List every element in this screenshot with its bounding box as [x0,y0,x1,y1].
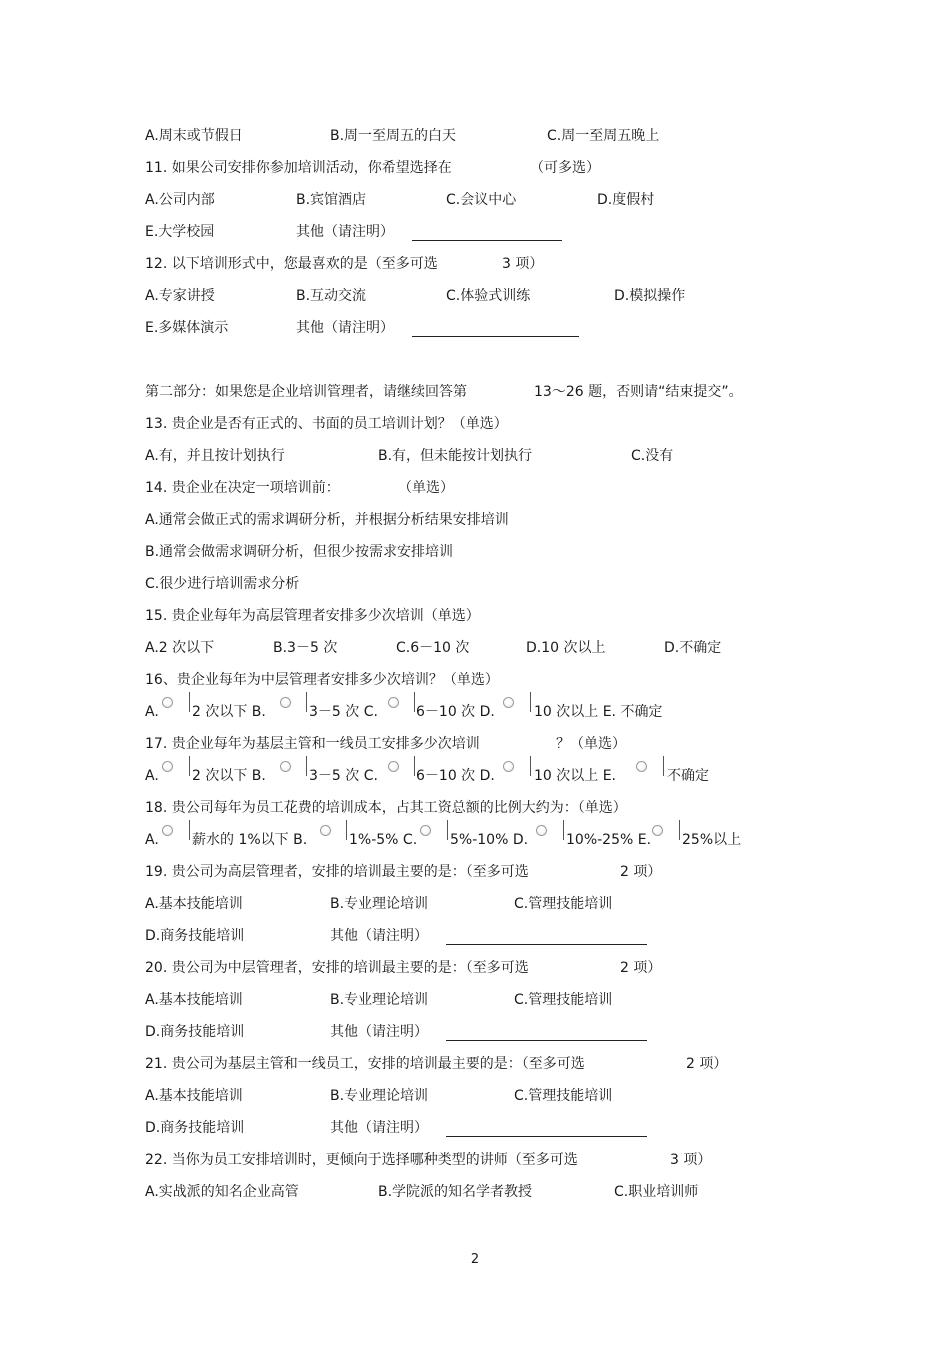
option-c: C.周一至周五晚上 [547,128,660,144]
q16-radio-c[interactable] [388,697,399,708]
q18-divider [189,820,190,840]
q17-divider [663,756,664,776]
q22-option-c: C.职业培训师 [614,1184,699,1200]
q21-option-d: D.商务技能培训 [145,1120,245,1136]
q21-option-a: A.基本技能培训 [145,1088,243,1104]
q18-radio-e[interactable] [652,825,663,836]
q20-other-blank[interactable] [446,1040,647,1041]
q18-divider [447,820,448,840]
q12-other-blank[interactable] [412,336,579,337]
q12-option-a: A.专家讲授 [145,288,215,304]
q16-divider [530,692,531,712]
q16-radio-d[interactable] [503,697,514,708]
q11-other-blank[interactable] [412,240,562,241]
q11-option-e: E.大学校园 [145,224,215,240]
q17-question: 17. 贵企业每年为基层主管和一线员工安排多少次培训 [145,736,480,752]
q18-label-d: 5%-10% D. [450,832,529,848]
q17-radio-d[interactable] [503,761,514,772]
q20-question: 20. 贵公司为中层管理者，安排的培训最主要的是：（至多可选 [145,960,529,976]
q19-question: 19. 贵公司为高层管理者，安排的培训最主要的是：（至多可选 [145,864,529,880]
q21-option-c: C.管理技能培训 [514,1088,613,1104]
q17-divider [414,756,415,776]
q17-radio-b[interactable] [280,761,291,772]
q11-option-c: C.会议中心 [446,192,517,208]
part2-heading: 第二部分：如果您是企业培训管理者，请继续回答第 [145,384,467,400]
q21-other-blank[interactable] [446,1136,647,1137]
q14-note: （单选） [398,480,454,496]
page-number: 2 [470,1252,480,1267]
q16-question: 16、贵企业每年为中层管理者安排多少次培训？（单选） [145,672,499,688]
q17-label-a: A. [145,768,159,784]
q20-note: 2 项） [620,960,662,976]
q13-option-b: B.有，但未能按计划执行 [378,448,533,464]
q21-other-label: 其他（请注明） [330,1120,428,1136]
q18-question: 18. 贵公司每年为员工花费的培训成本，占其工资总额的比例大约为：（单选） [145,800,627,816]
q17-label-d: 6－10 次 D. [416,768,495,784]
q16-radio-b[interactable] [280,697,291,708]
q17-divider [189,756,190,776]
q12-question: 12. 以下培训形式中，您最喜欢的是（至多可选 [145,256,438,272]
q18-radio-c[interactable] [420,825,431,836]
q18-radio-d[interactable] [536,825,547,836]
q18-label-b: 薪水的 1%以下 B. [192,832,308,848]
q18-label-a: A. [145,832,159,848]
part2-range: 13～26 题，否则请“结束提交”。 [534,384,743,400]
q18-divider [346,820,347,840]
q17-divider [530,756,531,776]
q16-label-e: 10 次以上 E. 不确定 [534,704,663,720]
q14-option-a: A.通常会做正式的需求调研分析，并根据分析结果安排培训 [145,512,509,528]
q14-option-b: B.通常会做需求调研分析，但很少按需求安排培训 [145,544,454,560]
q11-option-d: D.度假村 [597,192,655,208]
q18-label-f: 25%以上 [682,832,742,848]
q17-radio-a[interactable] [162,761,173,772]
q17-note: ？（单选） [556,736,626,752]
q19-note: 2 项） [620,864,662,880]
q19-option-b: B.专业理论培训 [330,896,429,912]
q15-option-a: A.2 次以下 [145,640,215,656]
q15-option-b: B.3－5 次 [273,640,338,656]
q15-question: 15. 贵企业每年为高层管理者安排多少次培训（单选） [145,608,480,624]
q20-option-a: A.基本技能培训 [145,992,243,1008]
q13-option-c: C.没有 [631,448,674,464]
q16-label-a: A. [145,704,159,720]
q17-label-b: 2 次以下 B. [192,768,266,784]
q12-option-c: C.体验式训练 [446,288,531,304]
q19-option-d: D.商务技能培训 [145,928,245,944]
q19-other-label: 其他（请注明） [330,928,428,944]
q11-question: 11. 如果公司安排你参加培训活动，你希望选择在 [145,160,452,176]
q11-note: （可多选） [530,160,600,176]
q17-radio-e[interactable] [636,761,647,772]
q17-label-unsure: 不确定 [667,768,709,784]
q18-divider [679,820,680,840]
option-b: B.周一至周五的白天 [330,128,457,144]
q20-other-label: 其他（请注明） [330,1024,428,1040]
q16-radio-a[interactable] [162,697,173,708]
q17-divider [306,756,307,776]
q16-label-c: 3－5 次 C. [309,704,378,720]
q22-option-a: A.实战派的知名企业高管 [145,1184,299,1200]
q13-option-a: A.有，并且按计划执行 [145,448,285,464]
q18-radio-a[interactable] [162,825,173,836]
q12-option-b: B.互动交流 [296,288,367,304]
q15-option-d: D.10 次以上 [526,640,606,656]
q17-label-e: 10 次以上 E. [534,768,617,784]
q18-radio-b[interactable] [320,825,331,836]
q12-option-e: E.多媒体演示 [145,320,229,336]
q20-option-c: C.管理技能培训 [514,992,613,1008]
q15-option-e: D.不确定 [664,640,722,656]
q19-option-c: C.管理技能培训 [514,896,613,912]
q19-other-blank[interactable] [446,944,647,945]
q14-option-c: C.很少进行培训需求分析 [145,576,300,592]
q21-option-b: B.专业理论培训 [330,1088,429,1104]
q22-note: 3 项） [670,1152,712,1168]
q15-option-c: C.6－10 次 [396,640,470,656]
q20-option-b: B.专业理论培训 [330,992,429,1008]
q12-note: 3 项） [502,256,544,272]
q16-divider [306,692,307,712]
q22-option-b: B.学院派的知名学者教授 [378,1184,533,1200]
q14-question: 14. 贵企业在决定一项培训前： [145,480,340,496]
q19-option-a: A.基本技能培训 [145,896,243,912]
q20-option-d: D.商务技能培训 [145,1024,245,1040]
q11-option-b: B.宾馆酒店 [296,192,367,208]
q21-question: 21. 贵公司为基层主管和一线员工，安排的培训最主要的是：（至多可选 [145,1056,585,1072]
q11-other-label: 其他（请注明） [296,224,394,240]
option-a: A.周末或节假日 [145,128,243,144]
q16-divider [189,692,190,712]
q13-question: 13. 贵企业是否有正式的、书面的员工培训计划？（单选） [145,416,508,432]
q18-divider [563,820,564,840]
q21-note: 2 项） [686,1056,728,1072]
q16-label-b: 2 次以下 B. [192,704,266,720]
q17-radio-c[interactable] [388,761,399,772]
q11-option-a: A.公司内部 [145,192,215,208]
q12-other-label: 其他（请注明） [296,320,394,336]
q16-label-d: 6－10 次 D. [416,704,495,720]
q12-option-d: D.模拟操作 [614,288,686,304]
q22-question: 22. 当你为员工安排培训时，更倾向于选择哪种类型的讲师（至多可选 [145,1152,578,1168]
q16-divider [414,692,415,712]
q18-label-e: 10%-25% E. [566,832,652,848]
q18-label-c: 1%-5% C. [349,832,418,848]
q17-label-c: 3－5 次 C. [309,768,378,784]
